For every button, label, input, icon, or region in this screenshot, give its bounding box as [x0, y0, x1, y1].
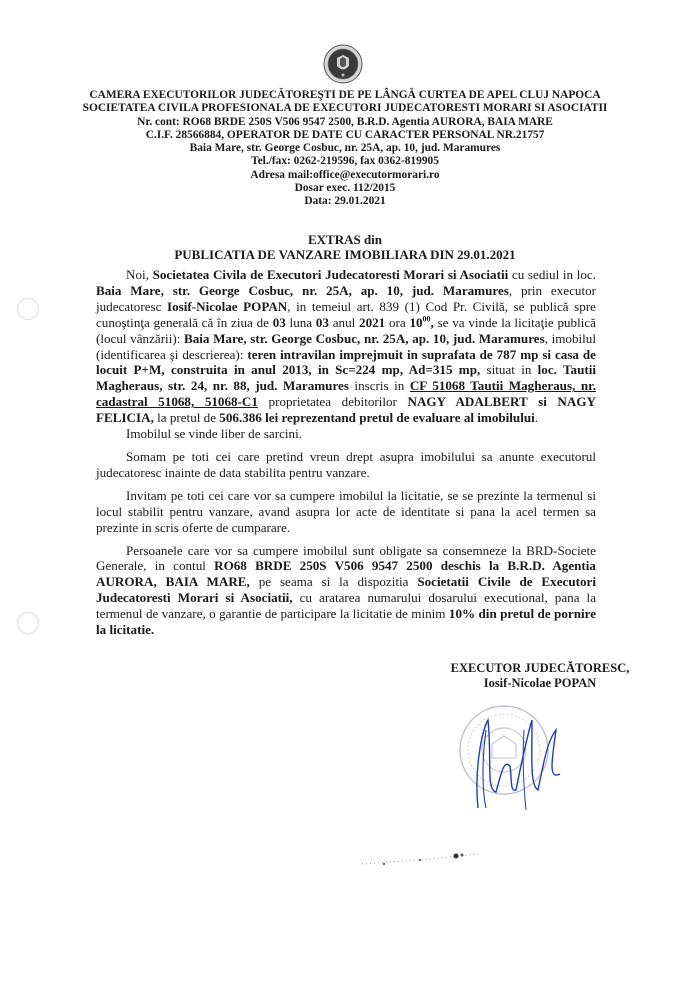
- bold-text: 10: [409, 314, 423, 330]
- header-chamber: CAMERA EXECUTORILOR JUDECĂTOREŞTI DE PE LÂNGĂ CURTEA DE APEL CLUJ NAPOCA: [89, 89, 601, 101]
- text: .: [534, 410, 539, 426]
- superscript: 00: [422, 314, 431, 324]
- document-title: [60, 232, 630, 262]
- bold-text: ,: [430, 314, 434, 330]
- text: , prin executor judecatoresc: [96, 282, 596, 314]
- header-date: Data: 29.01.2021: [304, 195, 386, 208]
- bold-text: 2021: [359, 314, 386, 330]
- header-company: SOCIETATEA CIVILA PROFESIONALA DE EXECUTORI JUDECATORESTI MORARI SI ASOCIATII: [82, 102, 608, 115]
- punch-hole: [17, 298, 39, 320]
- bold-text: Baia Mare, str. George Cosbuc, nr. 25A, ap. 10, jud. Maramures: [183, 330, 545, 346]
- bold-text: RO68 BRDE 250S V506 9547 2500 deschis la B.R.D. Agentia AURORA, BAIA MARE,: [96, 558, 596, 590]
- header-account: Nr. cont: RO68 BRDE 250S V506 9547 2500, B.R.D. Agentia AURORA, BAIA MARE: [137, 115, 553, 128]
- text: Noi,: [126, 267, 153, 282]
- text: inscris in: [348, 378, 410, 394]
- text: Persoanele care vor sa cumpere imobilul sunt obligate sa consemneze la BRD-Societe Generale, in contul: [96, 542, 596, 574]
- text: , in temeiul art. 839 (1) Cod Pr. Civilă, se publică spre cunoştinţa generală că în ziua de: [96, 298, 596, 330]
- text: luna: [285, 314, 316, 330]
- bold-text: loc. Tautii Magheraus, str. 24, nr. 88, jud. Maramures: [96, 362, 596, 394]
- signature-block: [450, 661, 630, 690]
- header-address: Baia Mare, str. George Cosbuc, nr. 25A, ap. 10, jud. Maramures: [189, 142, 501, 155]
- bold-text: 506.386 lei reprezentand pretul de evaluare al imobilului: [219, 410, 535, 426]
- title-line-2: PUBLICATIA DE VANZARE IMOBILIARA DIN 29.01.2021: [174, 247, 516, 262]
- text: cu aratarea numarului dosarului executional, pana la termenul de vanzare, o garantie de participare la licitatie de minim: [96, 590, 596, 622]
- text: anul: [328, 314, 360, 330]
- text: ora: [385, 314, 410, 330]
- text: pe seama si la dispozitia: [249, 574, 418, 590]
- header-file-number: Dosar exec. 112/2015: [294, 182, 396, 195]
- title-line-1: EXTRAS din: [307, 232, 383, 247]
- text: proprietatea debitorilor: [257, 394, 408, 410]
- bold-text: 03: [315, 314, 329, 330]
- bold-text: Societatii Civile de Executori Judecatoresti Morari si Asociatii,: [96, 574, 596, 606]
- text: , imobilul (identificarea şi descrierea):: [96, 330, 596, 362]
- bold-text: teren intravilan imprejmuit in suprafata de 787 mp si casa de locuit P+M, construita in anul 2013, in Sc=224 mp, Ad=315 mp,: [96, 346, 596, 378]
- bold-text: Baia Mare, str. George Cosbuc, nr. 25A, ap. 10, jud. Maramures: [96, 282, 509, 298]
- bold-text: NAGY ADALBERT si NAGY FELICIA,: [96, 394, 596, 426]
- romania-seal-icon: [323, 44, 363, 84]
- document-header: [60, 89, 630, 209]
- paragraph-free-of-charges: Imobilul se vinde liber de sarcini.: [126, 426, 302, 442]
- paragraph-invitation: Invitam pe toti cei care vor sa cumpere imobilul la licitatie, se se prezinte la termenul si locul stabilit pentru vanzare, avand asupra lor acte de identitate si pana la acel termen sa prezinte in scris oferte de cumparare.: [96, 487, 596, 535]
- bold-text: 10% din pretul de pornire la licitatie.: [96, 606, 597, 638]
- paragraph-guarantee: [96, 543, 596, 638]
- bold-text: Iosif-Nicolae POPAN: [167, 298, 288, 314]
- text: situat in: [480, 362, 538, 378]
- header-email: Adresa mail:office@executormorari.ro: [250, 168, 440, 181]
- signature-name: Iosif-Nicolae POPAN: [483, 675, 597, 690]
- stamp-signature-icon: [452, 700, 572, 810]
- paragraph-summons: Somam pe toti cei care pretind vreun drept asupra imobilului sa anunte executorul judecatoresc inainte de data stabilita pentru vanzare.: [96, 448, 596, 480]
- punch-hole: [17, 612, 39, 634]
- text: se va vinde la licitaţie publică (locul vânzării):: [96, 314, 596, 346]
- text: cu sediul in loc.: [508, 267, 597, 282]
- paragraph-announcement: [96, 267, 596, 426]
- bold-text: 03: [272, 314, 286, 330]
- underlined-text: CF 51068 Tautii Magheraus, nr. cadastral 51068, 51068-C1: [96, 378, 596, 410]
- header-phone: Tel./fax: 0262-219596, fax 0362-819905: [251, 155, 439, 168]
- document-body: [96, 267, 596, 638]
- header-cif: C.I.F. 28566884, OPERATOR DE DATE CU CARACTER PERSONAL NR.21757: [145, 128, 545, 141]
- signature-title: EXECUTOR JUDECĂTORESC,: [450, 661, 630, 675]
- bold-text: Societatea Civila de Executori Judecatoresti Morari si Asociatii: [152, 267, 509, 282]
- scan-smudge: [360, 848, 480, 870]
- text: la pretul de: [153, 410, 220, 426]
